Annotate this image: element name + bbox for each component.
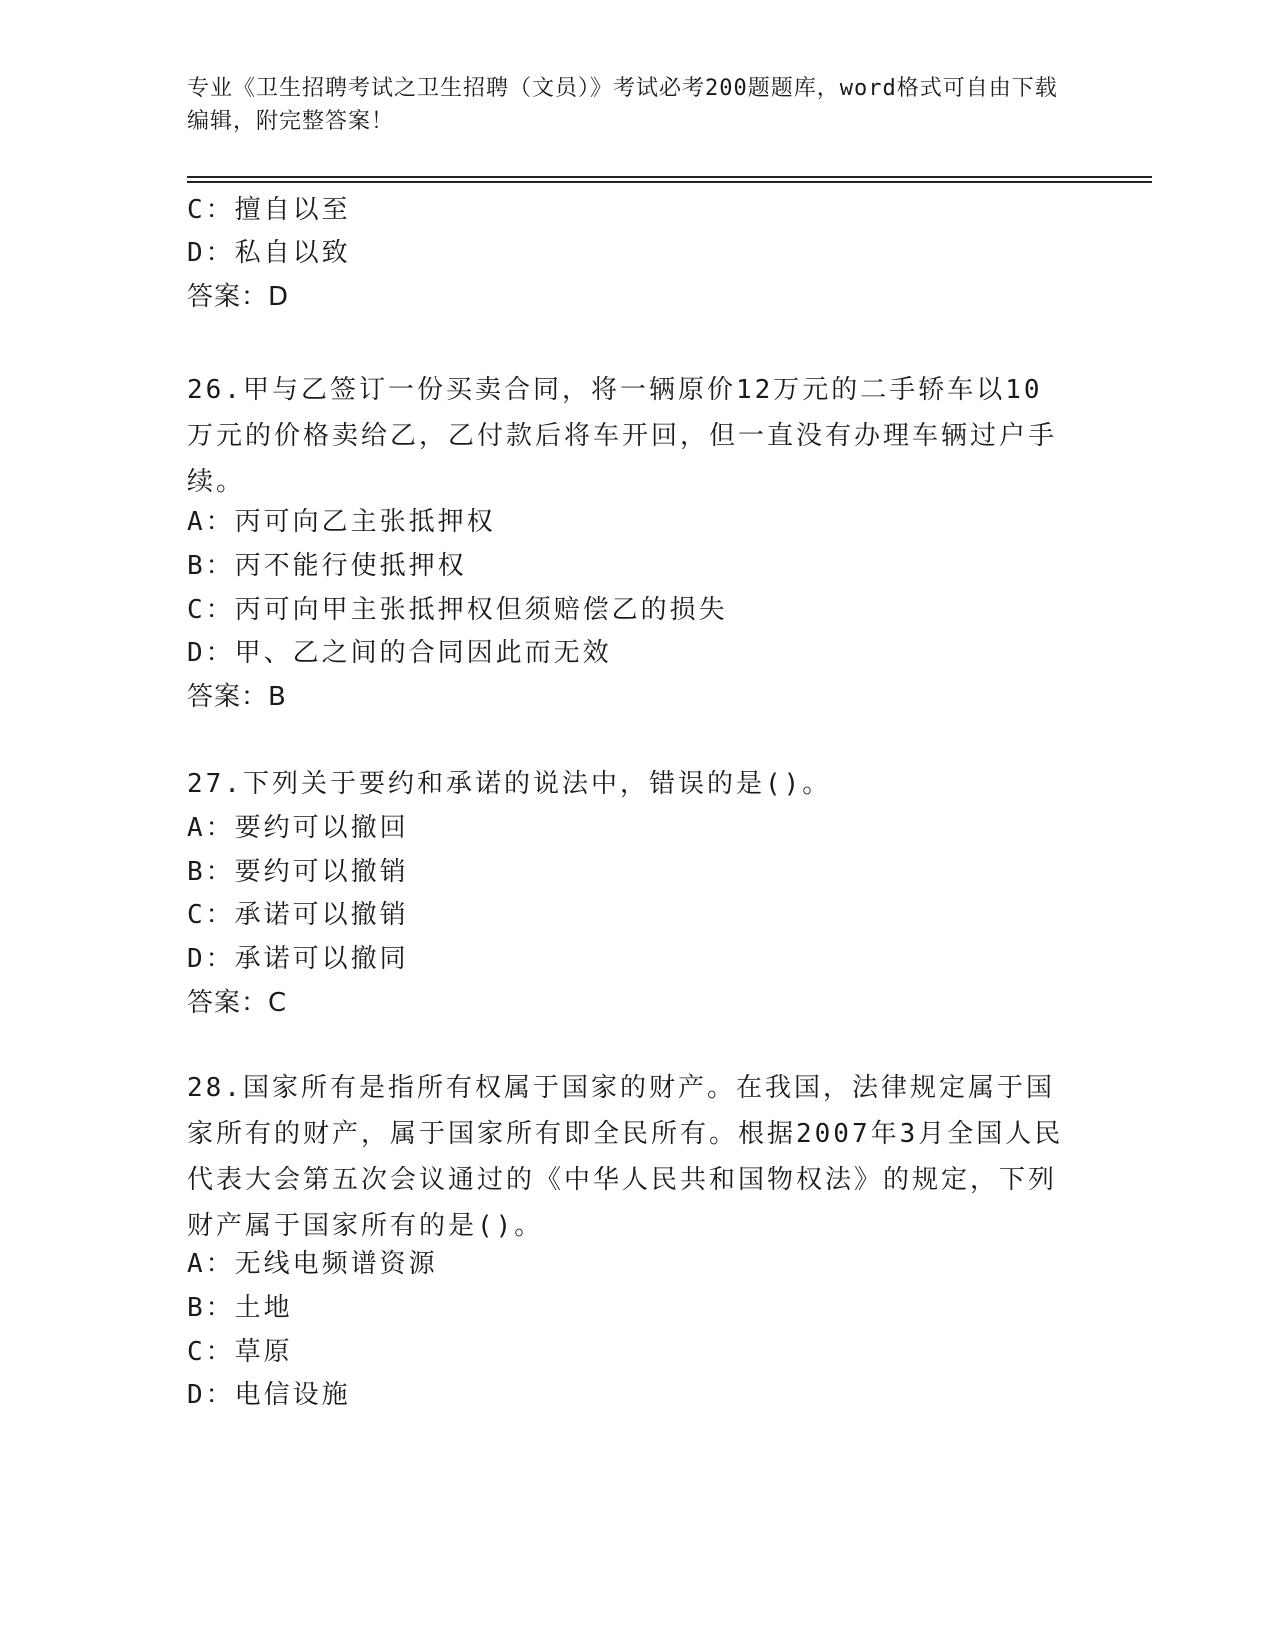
q27-answer: 答案：C (187, 988, 288, 1018)
q28-option-b: B：土地 (187, 1293, 293, 1323)
q27-option-a: A：要约可以撤回 (187, 813, 409, 843)
q27-stem: 27.下列关于要约和承诺的说法中，错误的是()。 (187, 769, 832, 799)
q27-option-b: B：要约可以撤销 (187, 857, 409, 887)
q27-option-c: C：承诺可以撤销 (187, 900, 409, 930)
q26-option-c: C：丙可向甲主张抵押权但须赔偿乙的损失 (187, 595, 728, 625)
q28-option-d: D：电信设施 (187, 1380, 351, 1410)
q26-stem: 26.甲与乙签订一份买卖合同，将一辆原价12万元的二手轿车以10万元的价格卖给乙，乙付款后将车开回，但一直没有办理车辆过户手续。 (187, 375, 1058, 497)
document-header: 专业《卫生招聘考试之卫生招聘（文员）》考试必考200题题库，word格式可自由下载编辑，附完整答案！ (187, 76, 1058, 134)
q26-option-d: D：甲、乙之间的合同因此而无效 (187, 638, 612, 668)
q28-option-a: A：无线电频谱资源 (187, 1249, 438, 1279)
q28-stem: 28.国家所有是指所有权属于国家的财产。在我国，法律规定属于国家所有的财产，属于国家所有即全民所有。根据2007年3月全国人民代表大会第五次会议通过的《中华人民共和国物权法》的规定，下列财产属于国家所有的是()。 (187, 1073, 1064, 1241)
header-rule-bottom (187, 181, 1152, 183)
header-rule-top (187, 176, 1152, 178)
q26-option-a: A：丙可向乙主张抵押权 (187, 507, 496, 537)
q25-answer: 答案：D (187, 282, 290, 312)
q25-option-d: D：私自以致 (187, 238, 351, 268)
q25-option-c: C：擅自以至 (187, 195, 351, 225)
q26-option-b: B：丙不能行使抵押权 (187, 551, 467, 581)
q27-option-d: D：承诺可以撤同 (187, 944, 409, 974)
q28-option-c: C：草原 (187, 1337, 293, 1367)
q26-answer: 答案：B (187, 682, 287, 712)
